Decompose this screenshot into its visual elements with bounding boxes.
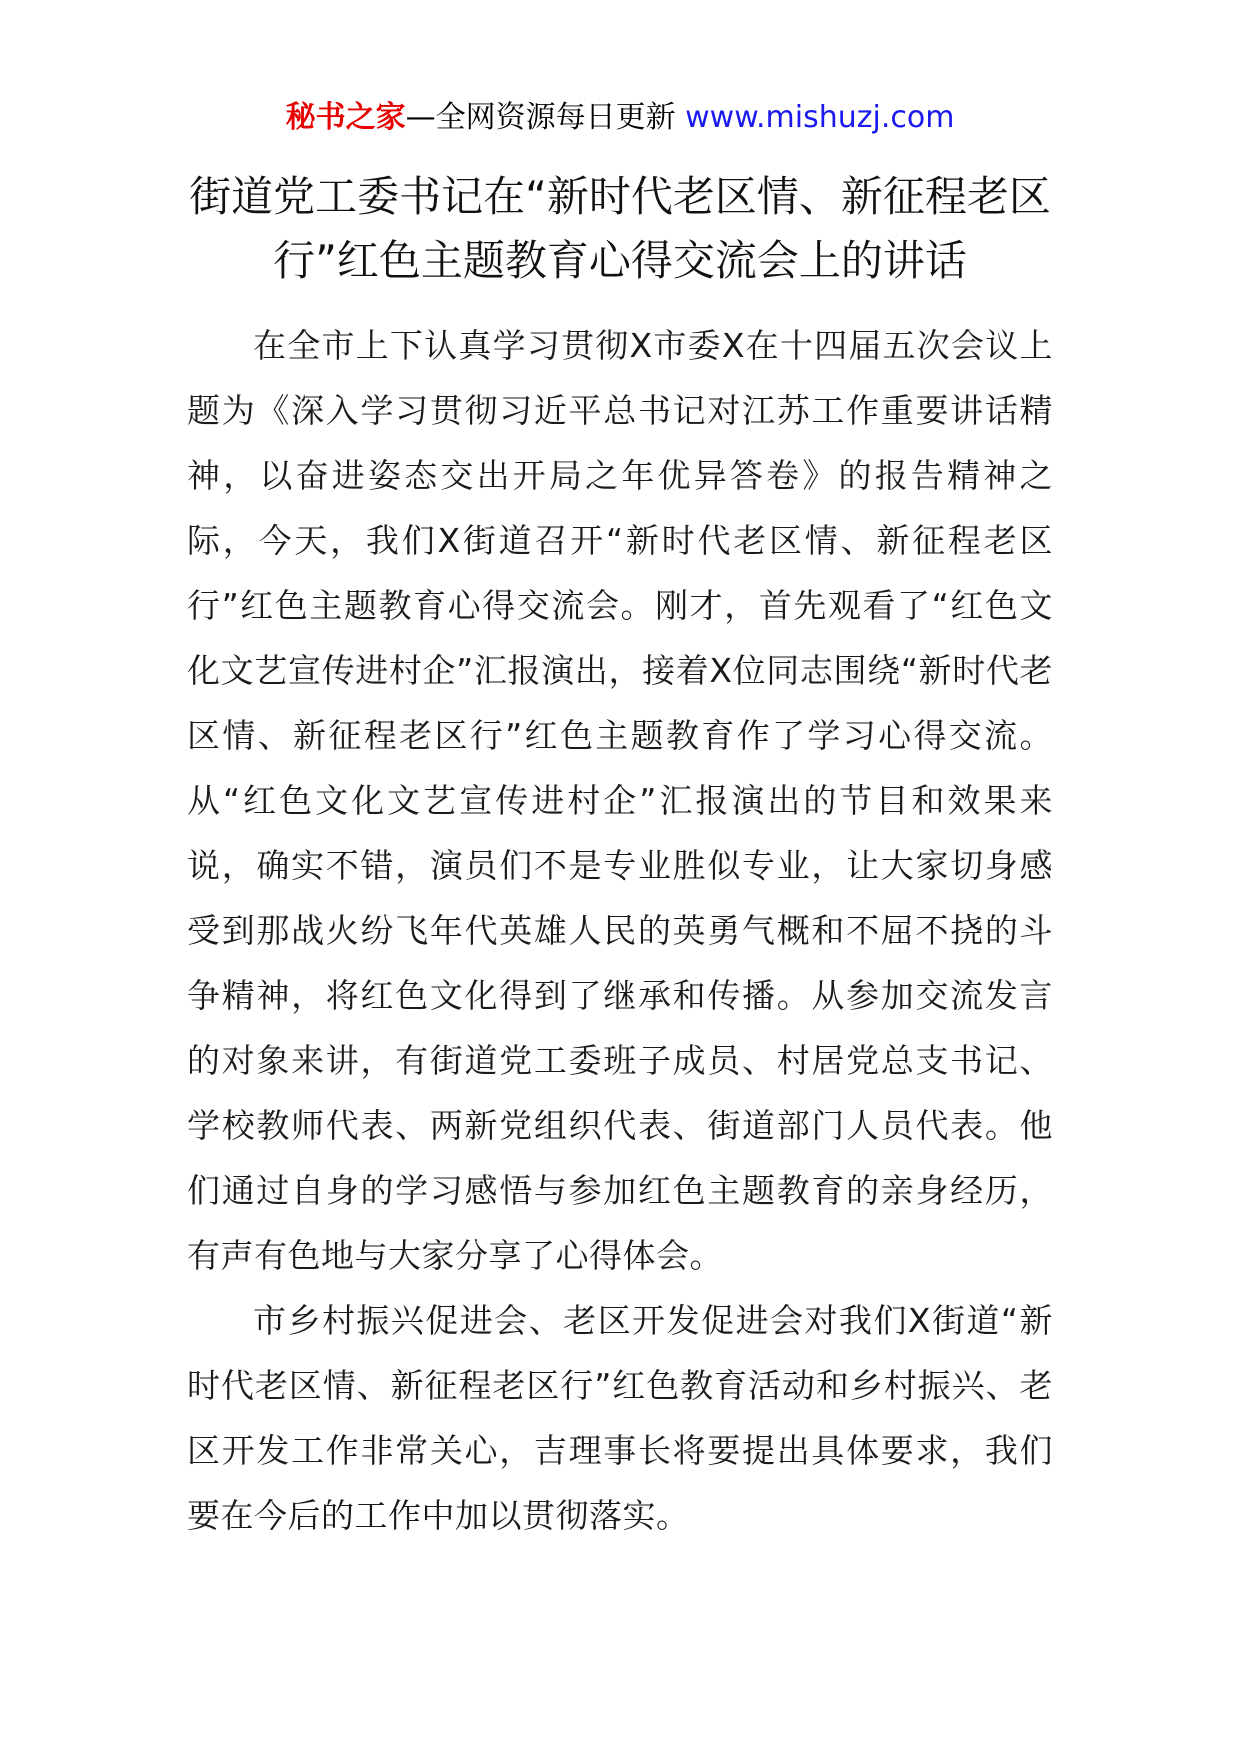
document-body	[187, 313, 1053, 1548]
document-title: 街道党工委书记在“新时代老区情、新征程老区行”红色主题教育心得交流会上的讲话	[189, 172, 1051, 285]
site-brand: 秘书之家	[285, 100, 406, 135]
body-paragraph-2: 市乡村振兴促进会、老区开发促进会对我们X街道“新时代老区情、新征程老区行”红色教育活动和乡村振兴、老区开发工作非常关心，吉理事长将要提出具体要求，我们要在今后的工作中加以贯彻落实。	[187, 1301, 1053, 1535]
site-header	[0, 98, 1240, 138]
site-tagline: —全网资源每日更新	[405, 100, 686, 135]
site-url-link[interactable]: www.mishuzj.com	[685, 100, 955, 135]
body-paragraph-1: 在全市上下认真学习贯彻X市委X在十四届五次会议上题为《深入学习贯彻习近平总书记对江苏工作重要讲话精神，以奋进姿态交出开局之年优异答卷》的报告精神之际，今天，我们X街道召开“新时代老区情、新征程老区行”红色主题教育心得交流会。刚才，首先观看了“红色文化文艺宣传进村企”汇报演出，接着X位同志围绕“新时代老区情、新征程老区行”红色主题教育作了学习心得交流。从“红色文化文艺宣传进村企”汇报演出的节目和效果来说，确实不错，演员们不是专业胜似专业，让大家切身感受到那战火纷飞年代英雄人民的英勇气概和不屈不挠的斗争精神，将红色文化得到了继承和传播。从参加交流发言的对象来讲，有街道党工委班子成员、村居党总支书记、学校教师代表、两新党组织代表、街道部门人员代表。他们通过自身的学习感悟与参加红色主题教育的亲身经历，有声有色地与大家分享了心得体会。	[187, 326, 1053, 1275]
